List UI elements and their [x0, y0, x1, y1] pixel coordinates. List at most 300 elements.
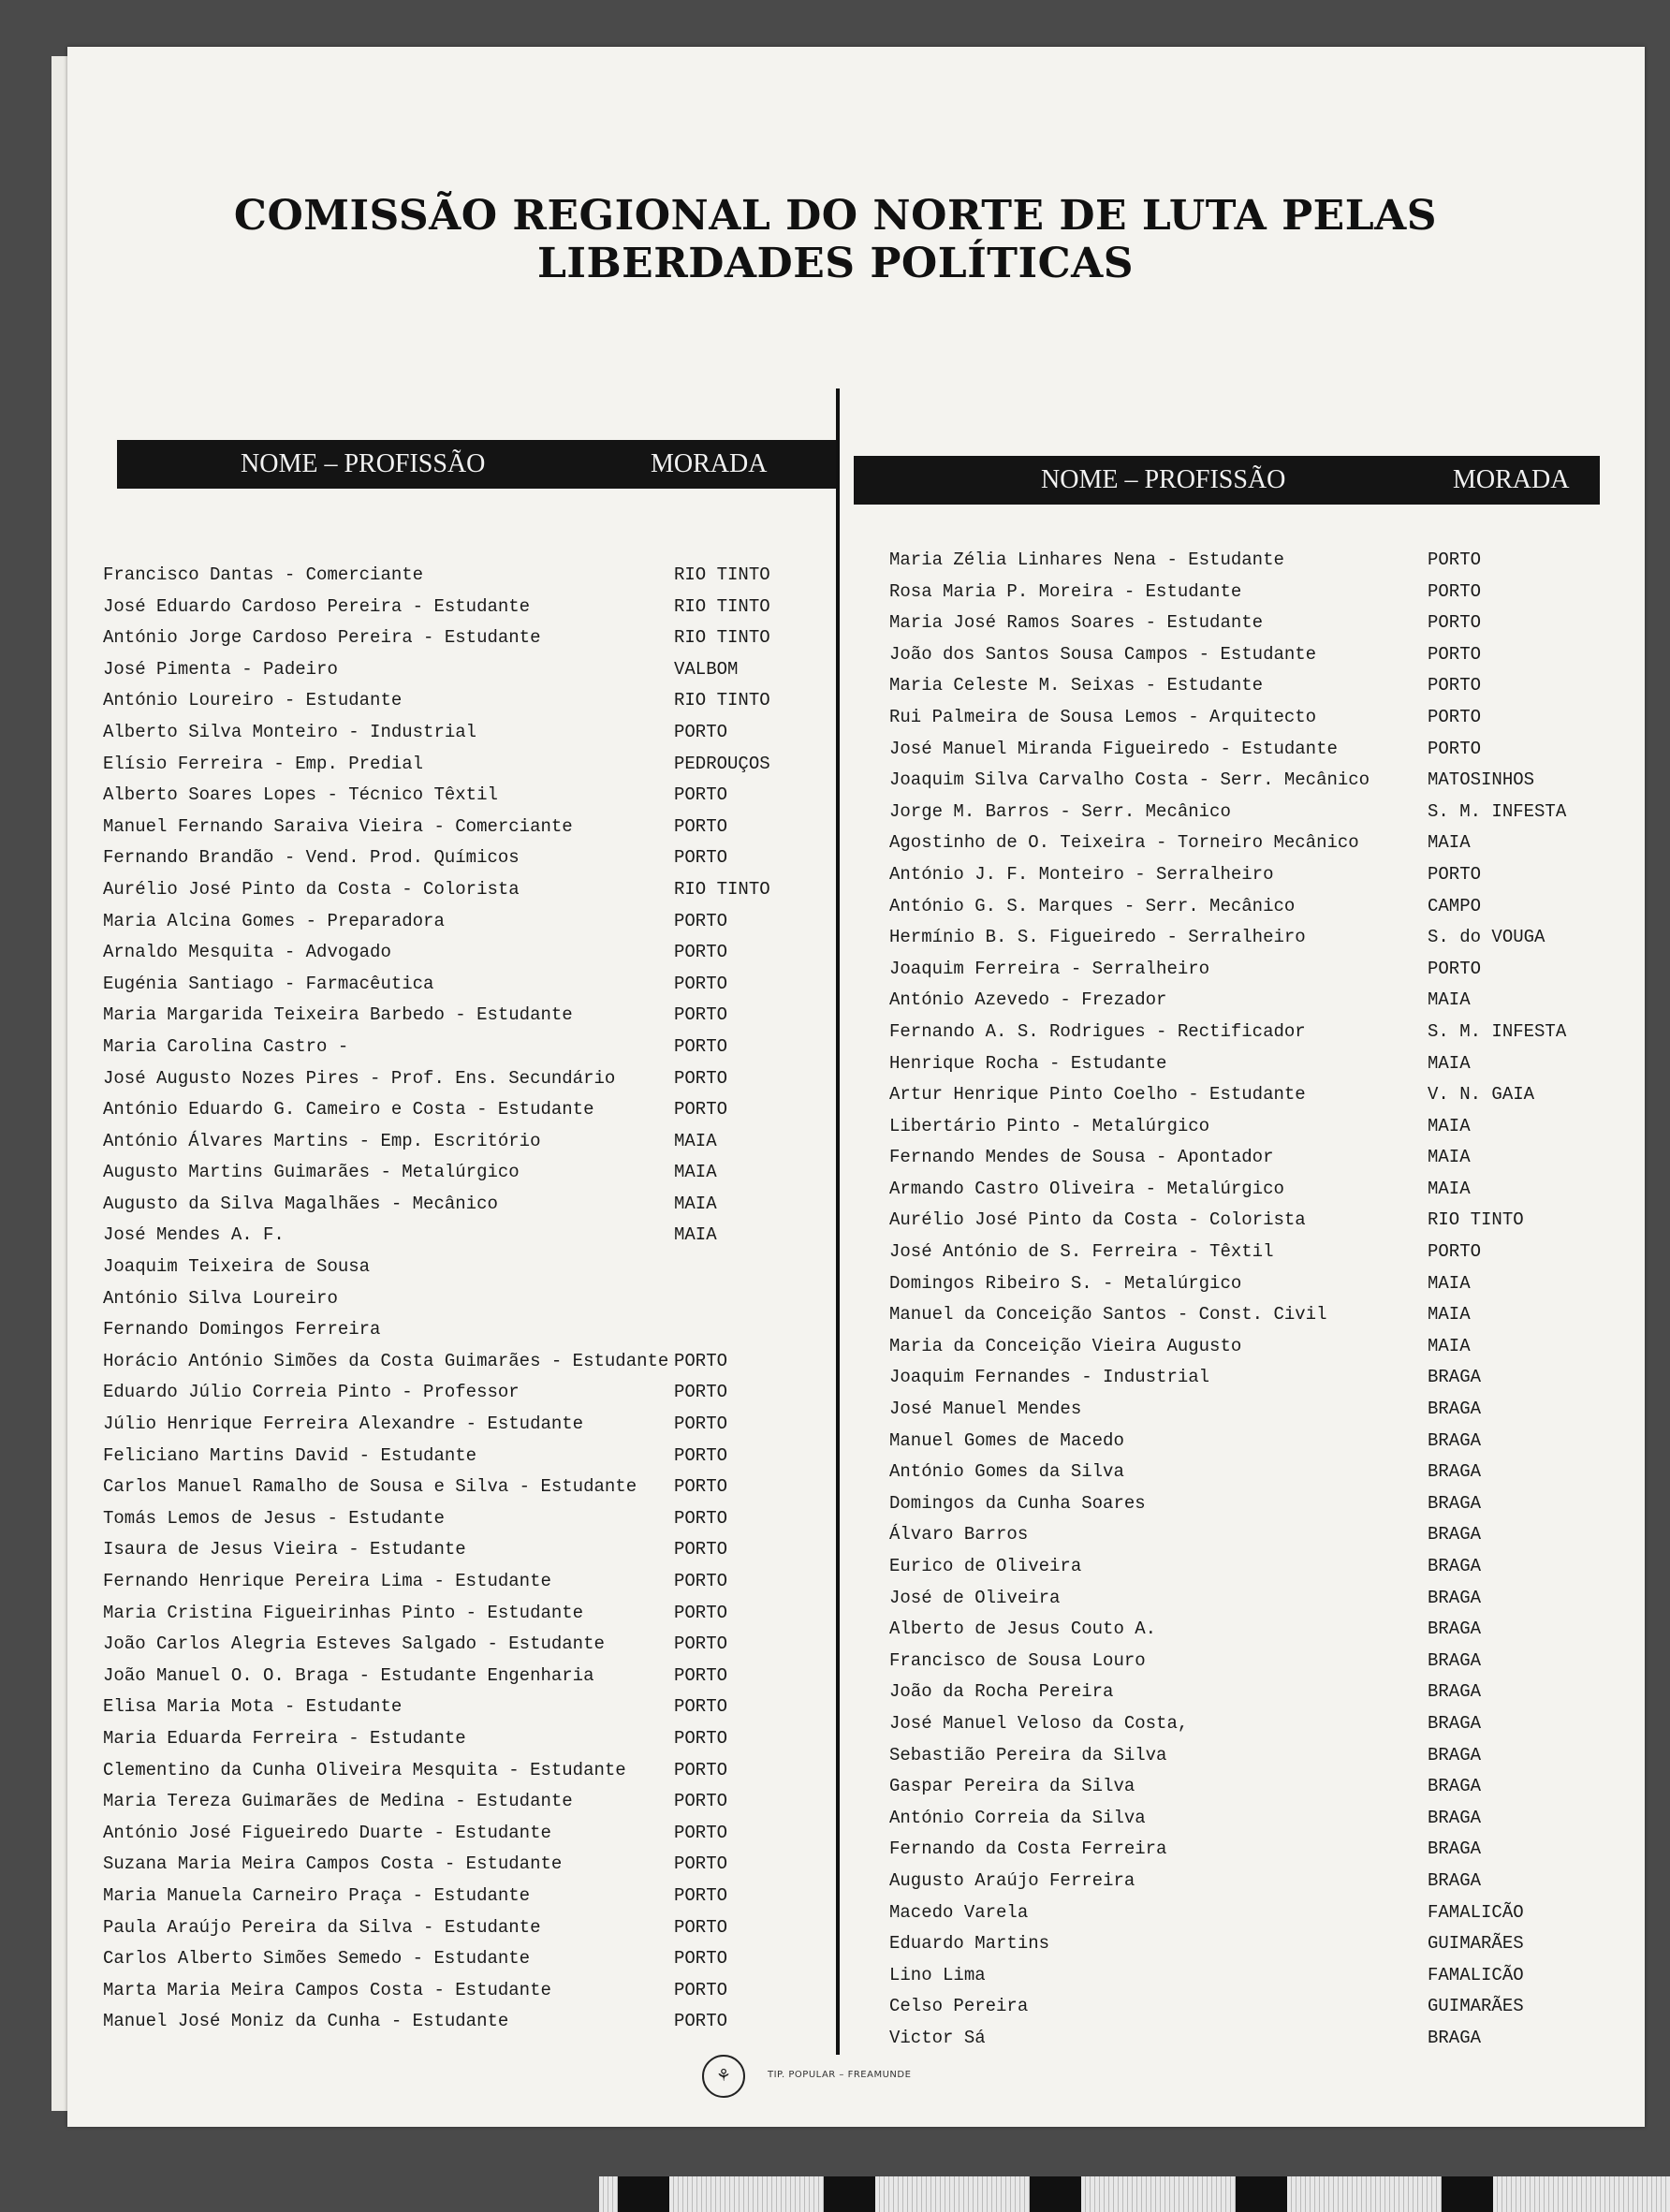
entry-morada: BRAGA — [1428, 1712, 1482, 1734]
entry-morada: BRAGA — [1428, 1681, 1482, 1703]
right-header-morada: MORADA — [1453, 465, 1570, 494]
right-entry-list — [889, 545, 1573, 2055]
list-item — [889, 608, 1573, 639]
entry-morada: PORTO — [674, 1664, 728, 1686]
list-item — [889, 1457, 1573, 1488]
ruler-block — [1442, 2176, 1493, 2212]
entry-morada: PORTO — [674, 1633, 728, 1655]
entry-name: Carlos Alberto Simões Semedo - Estudante — [103, 1948, 531, 1970]
entry-name: Francisco Dantas - Comerciante — [103, 564, 424, 585]
entry-morada: PORTO — [674, 1884, 728, 1906]
entry-morada: PORTO — [674, 1539, 728, 1560]
list-item — [103, 937, 786, 969]
entry-morada: BRAGA — [1428, 1838, 1482, 1860]
entry-name: António Eduardo G. Cameiro e Costa - Estudante — [103, 1099, 594, 1121]
entry-morada: PORTO — [674, 1696, 728, 1718]
entry-morada: PORTO — [674, 1979, 728, 2000]
entry-morada: PORTO — [674, 1948, 728, 1970]
entry-morada: VALBOM — [674, 658, 739, 680]
entry-morada: PORTO — [674, 1444, 728, 1466]
entry-name: Clementino da Cunha Oliveira Mesquita - Estudante — [103, 1759, 626, 1780]
entry-name: Alberto de Jesus Couto A. — [889, 1619, 1157, 1640]
list-item — [103, 1661, 786, 1692]
list-item — [103, 685, 786, 717]
list-item — [889, 1299, 1573, 1331]
list-item — [889, 1708, 1573, 1740]
entry-name: Manuel da Conceição Santos - Const. Civil — [889, 1304, 1327, 1326]
list-item — [889, 1017, 1573, 1048]
list-item — [103, 1063, 786, 1095]
entry-morada: BRAGA — [1428, 1649, 1482, 1671]
entry-name: Domingos Ribeiro S. - Metalúrgico — [889, 1272, 1242, 1294]
entry-morada: BRAGA — [1428, 1744, 1482, 1765]
list-item — [103, 1818, 786, 1850]
entry-morada: PORTO — [674, 1350, 728, 1371]
list-item — [889, 1834, 1573, 1866]
entry-morada: FAMALICÃO — [1428, 1964, 1524, 1985]
entry-name: Feliciano Martins David - Estudante — [103, 1444, 477, 1466]
entry-morada: PORTO — [674, 1382, 728, 1403]
entry-name: José Eduardo Cardoso Pereira - Estudante — [103, 595, 531, 617]
list-item — [103, 874, 786, 906]
list-item — [889, 1205, 1573, 1237]
entry-morada: MAIA — [1428, 1304, 1471, 1326]
list-item — [103, 2006, 786, 2038]
entry-name: Eurico de Oliveira — [889, 1556, 1082, 1576]
entry-morada: PORTO — [1428, 1241, 1482, 1263]
list-item — [889, 702, 1573, 734]
entry-name: Suzana Maria Meira Campos Costa - Estudante — [103, 1853, 563, 1875]
entry-name: Maria Alcina Gomes - Preparadora — [103, 910, 445, 931]
entry-name: Alberto Soares Lopes - Técnico Têxtil — [103, 784, 498, 806]
entry-name: Maria Eduarda Ferreira - Estudante — [103, 1727, 466, 1749]
entry-name: José Pimenta - Padeiro — [103, 658, 338, 680]
entry-name: Gaspar Pereira da Silva — [889, 1776, 1135, 1797]
entry-morada: PEDROUÇOS — [674, 753, 770, 774]
entry-morada: RIO TINTO — [674, 627, 770, 649]
entry-name: Sebastião Pereira da Silva — [889, 1744, 1167, 1765]
entry-morada: BRAGA — [1428, 1619, 1482, 1640]
entry-name: Artur Henrique Pinto Coelho - Estudante — [889, 1084, 1306, 1106]
entry-morada: BRAGA — [1428, 1367, 1482, 1388]
entry-name: Agostinho de O. Teixeira - Torneiro Mecânico — [889, 832, 1359, 854]
entry-name: Fernando da Costa Ferreira — [889, 1838, 1167, 1860]
entry-name: João Carlos Alegria Esteves Salgado - Estudante — [103, 1633, 605, 1655]
list-item — [889, 1740, 1573, 1772]
entry-name: Henrique Rocha - Estudante — [889, 1052, 1167, 1074]
list-item — [103, 1472, 786, 1503]
entry-morada: S. M. INFESTA — [1428, 1020, 1567, 1042]
entry-morada: PORTO — [674, 1414, 728, 1435]
entry-name: António Álvares Martins - Emp. Escritório — [103, 1130, 541, 1151]
entry-morada: PORTO — [1428, 738, 1482, 759]
entry-name: António Gomes da Silva — [889, 1461, 1124, 1483]
entry-name: Alberto Silva Monteiro - Industrial — [103, 721, 477, 742]
list-item — [889, 1960, 1573, 1992]
entry-morada: PORTO — [674, 784, 728, 806]
list-item — [889, 2023, 1573, 2055]
entry-morada: MAIA — [1428, 1272, 1471, 1294]
list-item — [103, 592, 786, 623]
list-item — [103, 1692, 786, 1723]
printer-logo-icon: ⚘ — [702, 2055, 745, 2098]
list-item — [103, 780, 786, 812]
entry-name: Maria Manuela Carneiro Praça - Estudante — [103, 1884, 531, 1906]
entry-morada: MAIA — [1428, 1147, 1471, 1168]
list-item — [889, 922, 1573, 954]
entry-morada: RIO TINTO — [674, 564, 770, 585]
entry-morada: MAIA — [674, 1130, 717, 1151]
entry-name: Maria Carolina Castro - — [103, 1035, 349, 1057]
entry-name: José António de S. Ferreira - Têxtil — [889, 1241, 1274, 1263]
entry-name: José Mendes A. F. — [103, 1224, 285, 1246]
list-item — [103, 1377, 786, 1409]
list-item — [889, 639, 1573, 671]
list-item — [103, 1252, 786, 1283]
entry-morada: MAIA — [674, 1193, 717, 1214]
list-item — [103, 1566, 786, 1598]
entry-name: Libertário Pinto - Metalúrgico — [889, 1115, 1210, 1136]
entry-morada: BRAGA — [1428, 1556, 1482, 1576]
entry-morada: PORTO — [674, 1571, 728, 1591]
list-item — [889, 1268, 1573, 1300]
entry-name: António Jorge Cardoso Pereira - Estudante — [103, 627, 541, 649]
entry-name: Victor Sá — [889, 2027, 986, 2048]
entry-name: Maria Tereza Guimarães de Medina - Estudante — [103, 1791, 573, 1812]
entry-morada: BRAGA — [1428, 1524, 1482, 1545]
entry-name: Fernando Henrique Pereira Lima - Estudante — [103, 1571, 551, 1591]
entry-name: Maria Zélia Linhares Nena - Estudante — [889, 549, 1284, 570]
list-item — [889, 1551, 1573, 1583]
list-item — [889, 1928, 1573, 1960]
entry-name: Lino Lima — [889, 1964, 986, 1985]
entry-name: Augusto da Silva Magalhães - Mecânico — [103, 1193, 498, 1214]
entry-name: José de Oliveira — [889, 1587, 1061, 1608]
entry-morada: BRAGA — [1428, 1776, 1482, 1797]
entry-morada: RIO TINTO — [674, 690, 770, 711]
list-item — [103, 1220, 786, 1252]
list-item — [889, 1646, 1573, 1677]
list-item — [889, 1614, 1573, 1646]
entry-morada: BRAGA — [1428, 1399, 1482, 1420]
entry-morada: PORTO — [674, 1035, 728, 1057]
entry-name: João da Rocha Pereira — [889, 1681, 1114, 1703]
entry-name: Fernando Mendes de Sousa - Apontador — [889, 1147, 1274, 1168]
entry-name: Fernando A. S. Rodrigues - Rectificador — [889, 1020, 1306, 1042]
entry-name: António Correia da Silva — [889, 1807, 1146, 1828]
ruler-block — [824, 2176, 875, 2212]
entry-name: Rosa Maria P. Moreira - Estudante — [889, 580, 1242, 602]
entry-name: Manuel José Moniz da Cunha - Estudante — [103, 2011, 509, 2032]
entry-name: Elisa Maria Mota - Estudante — [103, 1696, 403, 1718]
entry-morada: BRAGA — [1428, 1807, 1482, 1828]
entry-name: Manuel Fernando Saraiva Vieira - Comerciante — [103, 815, 573, 837]
right-header-name: NOME – PROFISSÃO — [1041, 465, 1286, 494]
list-item — [889, 797, 1573, 828]
entry-name: Maria Margarida Teixeira Barbedo - Estudante — [103, 1004, 573, 1026]
left-header-morada: MORADA — [651, 449, 768, 478]
list-item — [103, 1157, 786, 1189]
entry-morada: PORTO — [1428, 706, 1482, 727]
entry-name: Rui Palmeira de Sousa Lemos - Arquitecto — [889, 706, 1317, 727]
entry-morada: PORTO — [674, 1004, 728, 1026]
entry-morada: PORTO — [674, 1853, 728, 1875]
entry-name: Eduardo Júlio Correia Pinto - Professor — [103, 1382, 520, 1403]
entry-morada: PORTO — [1428, 643, 1482, 665]
ruler-block — [618, 2176, 669, 2212]
entry-morada: MAIA — [1428, 1178, 1471, 1199]
list-item — [889, 1237, 1573, 1268]
list-item — [103, 749, 786, 781]
entry-morada: PORTO — [674, 1759, 728, 1780]
entry-morada: PORTO — [674, 973, 728, 994]
list-item — [103, 1346, 786, 1378]
entry-name: João Manuel O. O. Braga - Estudante Engenharia — [103, 1664, 594, 1686]
list-item — [103, 1000, 786, 1032]
list-item — [103, 1881, 786, 1912]
list-item — [889, 954, 1573, 986]
entry-name: Armando Castro Oliveira - Metalúrgico — [889, 1178, 1284, 1199]
entry-morada: GUIMARÃES — [1428, 1933, 1524, 1955]
entry-name: Isaura de Jesus Vieira - Estudante — [103, 1539, 466, 1560]
entry-name: Maria Celeste M. Seixas - Estudante — [889, 675, 1264, 696]
list-item — [889, 1362, 1573, 1394]
entry-morada: PORTO — [1428, 549, 1482, 570]
list-item — [103, 623, 786, 654]
entry-morada: S. M. INFESTA — [1428, 800, 1567, 822]
ruler-block — [1030, 2176, 1081, 2212]
list-item — [103, 1786, 786, 1818]
entry-morada: PORTO — [1428, 958, 1482, 979]
entry-morada: CAMPO — [1428, 895, 1482, 916]
list-item — [889, 859, 1573, 891]
entry-name: Manuel Gomes de Macedo — [889, 1429, 1124, 1451]
entry-morada: PORTO — [674, 1916, 728, 1938]
list-item — [103, 717, 786, 749]
entry-morada: PORTO — [674, 1727, 728, 1749]
ruler-block — [1236, 2176, 1287, 2212]
list-item — [103, 1943, 786, 1975]
list-item — [889, 734, 1573, 766]
entry-morada: MAIA — [1428, 989, 1471, 1011]
entry-name: Aurélio José Pinto da Costa - Colorista — [103, 878, 520, 900]
entry-name: António José Figueiredo Duarte - Estudante — [103, 1822, 551, 1843]
list-item — [103, 1598, 786, 1630]
list-item — [889, 1519, 1573, 1551]
list-item — [103, 654, 786, 686]
list-item — [889, 670, 1573, 702]
list-item — [103, 1755, 786, 1787]
scale-ruler — [599, 2176, 1670, 2212]
entry-morada: S. do VOUGA — [1428, 927, 1545, 948]
entry-morada: PORTO — [674, 847, 728, 869]
list-item — [889, 1426, 1573, 1458]
list-item — [103, 1126, 786, 1158]
entry-morada: PORTO — [674, 910, 728, 931]
list-item — [103, 1723, 786, 1755]
entry-name: Horácio António Simões da Costa Guimarães - Estudante — [103, 1350, 669, 1371]
entry-morada: BRAGA — [1428, 1461, 1482, 1483]
entry-name: Celso Pereira — [889, 1996, 1029, 2017]
entry-name: António Loureiro - Estudante — [103, 690, 403, 711]
left-header-name: NOME – PROFISSÃO — [241, 449, 486, 478]
entry-morada: BRAGA — [1428, 1869, 1482, 1891]
entry-name: Maria Cristina Figueirinhas Pinto - Estudante — [103, 1602, 584, 1623]
entry-morada: PORTO — [674, 1507, 728, 1529]
entry-name: José Augusto Nozes Pires - Prof. Ens. Secundário — [103, 1067, 616, 1089]
right-header-bar — [854, 456, 1600, 505]
entry-morada: PORTO — [674, 1822, 728, 1843]
entry-name: Eugénia Santiago - Farmacêutica — [103, 973, 434, 994]
entry-name: Carlos Manuel Ramalho de Sousa e Silva - Estudante — [103, 1476, 637, 1498]
list-item — [889, 1583, 1573, 1615]
entry-morada: MAIA — [1428, 1115, 1471, 1136]
entry-name: Joaquim Teixeira de Sousa — [103, 1256, 371, 1278]
entry-morada: PORTO — [1428, 675, 1482, 696]
list-item — [889, 828, 1573, 859]
list-item — [889, 765, 1573, 797]
list-item — [889, 1488, 1573, 1520]
entry-morada: BRAGA — [1428, 1587, 1482, 1608]
list-item — [889, 1111, 1573, 1143]
list-item — [889, 1331, 1573, 1363]
list-item — [103, 969, 786, 1001]
list-item — [889, 1048, 1573, 1080]
entry-morada: PORTO — [674, 942, 728, 963]
entry-morada: RIO TINTO — [674, 595, 770, 617]
list-item — [889, 985, 1573, 1017]
entry-name: António G. S. Marques - Serr. Mecânico — [889, 895, 1296, 916]
document-title: COMISSÃO REGIONAL DO NORTE DE LUTA PELAS LIBERDADES POLÍTICAS — [233, 192, 1438, 287]
entry-morada: MAIA — [674, 1162, 717, 1183]
entry-name: Marta Maria Meira Campos Costa - Estudante — [103, 1979, 551, 2000]
entry-name: Domingos da Cunha Soares — [889, 1492, 1146, 1514]
entry-morada: MATOSINHOS — [1428, 769, 1535, 791]
entry-morada: PORTO — [1428, 863, 1482, 885]
entry-morada: MAIA — [1428, 1052, 1471, 1074]
entry-name: António Azevedo - Frezador — [889, 989, 1167, 1011]
list-item — [103, 1912, 786, 1944]
entry-morada: BRAGA — [1428, 1429, 1482, 1451]
list-item — [889, 1394, 1573, 1426]
list-item — [103, 1441, 786, 1472]
entry-name: Álvaro Barros — [889, 1524, 1029, 1545]
entry-morada: PORTO — [1428, 612, 1482, 634]
entry-name: Augusto Araújo Ferreira — [889, 1869, 1135, 1891]
list-item — [889, 1174, 1573, 1206]
list-item — [103, 1849, 786, 1881]
entry-name: José Manuel Veloso da Costa, — [889, 1712, 1189, 1734]
list-item — [889, 1677, 1573, 1708]
list-item — [103, 1314, 786, 1346]
left-entry-list — [103, 560, 786, 2038]
entry-name: Arnaldo Mesquita - Advogado — [103, 942, 391, 963]
list-item — [889, 1803, 1573, 1835]
list-item — [103, 1283, 786, 1315]
entry-morada: V. N. GAIA — [1428, 1084, 1535, 1106]
list-item — [889, 545, 1573, 577]
list-item — [103, 1503, 786, 1535]
entry-name: Jorge M. Barros - Serr. Mecânico — [889, 800, 1231, 822]
list-item — [103, 1629, 786, 1661]
entry-morada: RIO TINTO — [674, 878, 770, 900]
entry-morada: PORTO — [674, 1602, 728, 1623]
entry-name: Eduardo Martins — [889, 1933, 1050, 1955]
left-header-bar — [117, 440, 836, 489]
entry-morada: PORTO — [674, 721, 728, 742]
list-item — [103, 1975, 786, 2007]
list-item — [103, 1189, 786, 1221]
list-item — [889, 577, 1573, 608]
entry-name: José Manuel Miranda Figueiredo - Estudante — [889, 738, 1338, 759]
list-item — [103, 906, 786, 938]
entry-name: Joaquim Ferreira - Serralheiro — [889, 958, 1210, 979]
column-divider — [836, 388, 840, 2055]
list-item — [103, 1094, 786, 1126]
entry-name: Fernando Brandão - Vend. Prod. Químicos — [103, 847, 520, 869]
entry-name: Tomás Lemos de Jesus - Estudante — [103, 1507, 445, 1529]
entry-morada: GUIMARÃES — [1428, 1996, 1524, 2017]
entry-morada: PORTO — [674, 1791, 728, 1812]
entry-name: Elísio Ferreira - Emp. Predial — [103, 753, 424, 774]
list-item — [889, 891, 1573, 923]
entry-name: Macedo Varela — [889, 1901, 1029, 1923]
list-item — [889, 1897, 1573, 1929]
entry-name: António Silva Loureiro — [103, 1287, 338, 1309]
list-item — [103, 842, 786, 874]
entry-morada: PORTO — [674, 2011, 728, 2032]
entry-name: Augusto Martins Guimarães - Metalúrgico — [103, 1162, 520, 1183]
entry-name: Joaquim Silva Carvalho Costa - Serr. Mecânico — [889, 769, 1370, 791]
entry-name: Joaquim Fernandes - Industrial — [889, 1367, 1210, 1388]
list-item — [103, 812, 786, 843]
list-item — [889, 1771, 1573, 1803]
entry-name: Aurélio José Pinto da Costa - Colorista — [889, 1209, 1306, 1231]
entry-morada: PORTO — [674, 1099, 728, 1121]
list-item — [103, 1032, 786, 1063]
entry-morada: PORTO — [1428, 580, 1482, 602]
entry-name: António J. F. Monteiro - Serralheiro — [889, 863, 1274, 885]
entry-name: José Manuel Mendes — [889, 1399, 1082, 1420]
entry-morada: RIO TINTO — [1428, 1209, 1524, 1231]
list-item — [103, 1409, 786, 1441]
entry-name: Paula Araújo Pereira da Silva - Estudante — [103, 1916, 541, 1938]
footer — [702, 2055, 983, 2102]
entry-name: Júlio Henrique Ferreira Alexandre - Estudante — [103, 1414, 584, 1435]
list-item — [103, 1534, 786, 1566]
list-item — [889, 1142, 1573, 1174]
entry-morada: PORTO — [674, 1476, 728, 1498]
entry-morada: FAMALICÃO — [1428, 1901, 1524, 1923]
entry-morada: BRAGA — [1428, 1492, 1482, 1514]
entry-morada: MAIA — [674, 1224, 717, 1246]
entry-morada: PORTO — [674, 815, 728, 837]
entry-morada: MAIA — [1428, 832, 1471, 854]
entry-morada: MAIA — [1428, 1335, 1471, 1356]
entry-morada: PORTO — [674, 1067, 728, 1089]
list-item — [103, 560, 786, 592]
list-item — [889, 1991, 1573, 2023]
list-item — [889, 1866, 1573, 1897]
entry-morada: BRAGA — [1428, 2027, 1482, 2048]
printer-credit: TIP. POPULAR – FREAMUNDE — [768, 2070, 912, 2080]
entry-name: Francisco de Sousa Louro — [889, 1649, 1146, 1671]
entry-name: Fernando Domingos Ferreira — [103, 1319, 381, 1340]
list-item — [889, 1079, 1573, 1111]
entry-name: Maria José Ramos Soares - Estudante — [889, 612, 1264, 634]
entry-name: Hermínio B. S. Figueiredo - Serralheiro — [889, 927, 1306, 948]
entry-name: João dos Santos Sousa Campos - Estudante — [889, 643, 1317, 665]
